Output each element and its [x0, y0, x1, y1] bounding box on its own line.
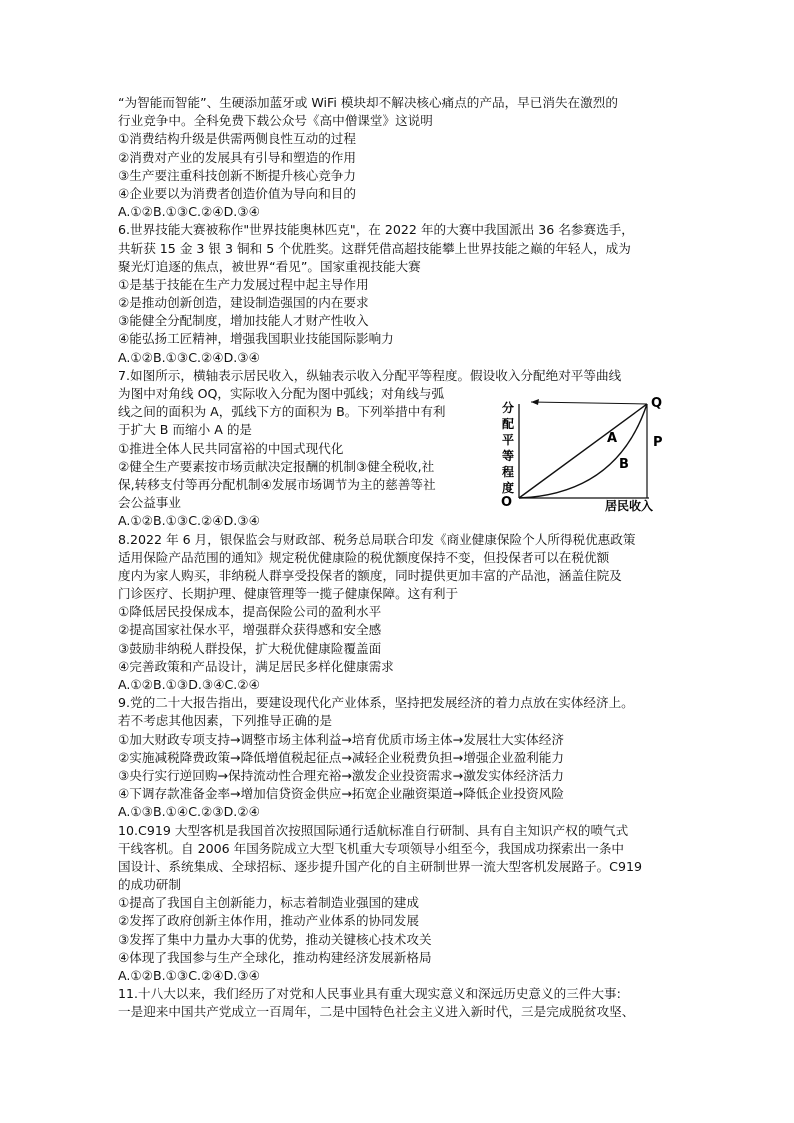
q5-option-4: ④企业要以为消费者创造价值为导向和目的: [118, 185, 356, 201]
q5-option-1: ①消费结构升级是供需两侧良性互动的过程: [118, 131, 356, 147]
q10-stem-line: 10.C919 大型客机是我国首次按照国际通行适航标准自行研制、具有自主知识产权的喷气式: [118, 822, 629, 838]
y-axis-label-char: 程: [502, 465, 515, 479]
q8-stem-line: 8.2022 年 6 月，银保监会与财政部、税务总局联合印发《商业健康保险个人所得税优惠政策: [118, 531, 636, 547]
q7-stem-line: 线之间的面积为 A，弧线下方的面积为 B。下列举措中有利: [118, 404, 446, 420]
question-5: [118, 94, 678, 221]
q9-option-2: ②实施减税降费政策→降低增值税起征点→减轻企业税费负担→增强企业盈利能力: [118, 749, 564, 765]
q7-option-4-end: 会公益事业: [118, 495, 181, 511]
question-6: [118, 221, 678, 367]
question-9: [118, 694, 678, 821]
y-axis-label-char: 度: [502, 481, 515, 495]
q7-figure-svg: [497, 394, 693, 512]
q5-stem-line: “为智能而智能”、生硬添加蓝牙或 WiFi 模块却不解决核心痛点的产品，早已消失在激烈的: [118, 95, 618, 110]
q7-option-2-3: ②健全生产要素按市场贡献决定报酬的机制③健全税收,社: [118, 458, 435, 474]
q6-option-2: ②是推动创新创造，建设制造强国的内在要求: [118, 295, 369, 311]
q8-option-3: ③鼓励非纳税人群投保，扩大税优健康险覆盖面: [118, 640, 382, 656]
q9-answer-choices: A.①③B.①④C.②③D.②④: [118, 804, 260, 820]
question-10: [118, 822, 678, 986]
q7-stem-line: 于扩大 B 而缩小 A 的是: [118, 422, 253, 438]
y-axis-label-char: 分: [502, 401, 515, 415]
q10-option-1: ①提高了我国自主创新能力，标志着制造业强国的建成: [118, 895, 419, 911]
q9-option-1: ①加大财政专项支持→调整市场主体利益→培育优质市场主体→发展壮大实体经济: [118, 731, 564, 747]
q5-stem-line: 行业竞争中。全科免费下载公众号《高中僧课堂》这说明: [118, 113, 433, 129]
q7-option-3-4: 保,转移支付等再分配机制④发展市场调节为主的慈善等社: [118, 476, 436, 492]
q10-option-2: ②发挥了政府创新主体作用，推动产业体系的协同发展: [118, 913, 419, 929]
q8-option-4: ④完善政策和产品设计，满足居民多样化健康需求: [118, 658, 394, 674]
q8-stem-line: 度内为家人购买，非纳税人群享受投保者的额度，同时提供更加丰富的产品池，涵盖住院及: [118, 567, 622, 583]
q9-stem-line: 若不考虑其他因素，下列推导正确的是: [118, 713, 333, 729]
q8-answer-choices: A.①②B.①③D.③④C.②④: [118, 677, 260, 692]
q10-stem-line: 的成功研制: [118, 877, 181, 893]
q9-stem-line: 9.党的二十大报告指出，要建设现代化产业体系，坚持把发展经济的着力点放在实体经济上。: [118, 695, 634, 711]
q11-stem-line: 11.十八大以来，我们经历了对党和人民事业具有重大现实意义和深远历史意义的三件大事:: [118, 986, 621, 1002]
q7-stem-line: 为图中对角线 OQ，实际收入分配为图中弧线；对角线与弧: [118, 386, 445, 401]
y-axis-label-char: 配: [502, 417, 515, 431]
top-arrow-head: [531, 399, 539, 405]
q8-stem-line: 门诊医疗、长期护理、健康管理等一揽子健康保障。这有利于: [118, 586, 459, 602]
q8-option-1: ①降低居民投保成本，提高保险公司的盈利水平: [118, 604, 382, 620]
area-b-label: B: [619, 457, 629, 472]
area-a-label: A: [607, 431, 618, 446]
x-axis-label: 居民收入: [605, 499, 654, 512]
origin-o-label: O: [501, 495, 513, 510]
q7-answer-choices: A.①②B.①③C.②④D.③④: [118, 513, 260, 529]
q6-option-4: ④能弘扬工匠精神，增强我国职业技能国际影响力: [118, 331, 394, 347]
equality-diagonal-oq: [519, 404, 647, 498]
q11-stem-line: 一是迎来中国共产党成立一百周年，二是中国特色社会主义进入新时代，三是完成脱贫攻坚、: [118, 1004, 635, 1020]
question-11: [118, 985, 678, 1021]
question-8: [118, 531, 678, 695]
q7-income-distribution-figure: [497, 394, 693, 512]
q6-answer-choices: A.①②B.①③C.②④D.③④: [118, 349, 260, 365]
q10-option-3: ③发挥了集中力量办大事的优势，推动关键核心技术攻关: [118, 931, 432, 947]
q9-option-3: ③央行实行逆回购→保持流动性合理充裕→激发企业投资需求→激发实体经济活力: [118, 767, 564, 783]
q6-option-1: ①是基于技能在生产力发展过程中起主导作用: [118, 276, 369, 292]
point-p-label: P: [653, 435, 663, 450]
q7-stem-line: 7.如图所示，横轴表示居民收入，纵轴表示收入分配平等程度。假设收入分配绝对平等曲线: [118, 367, 622, 383]
q8-stem-line: 适用保险产品范围的通知》规定税优健康险的税优额度保持不变，但投保者可以在税优额: [118, 549, 610, 565]
q6-stem-line: 聚光灯追逐的焦点，被世界“看见”。国家重视技能大赛: [118, 258, 421, 274]
point-q-label: Q: [651, 396, 663, 411]
q10-option-4: ④体现了我国参与生产全球化，推动构建经济发展新格局: [118, 949, 432, 965]
q5-option-2: ②消费对产业的发展具有引导和塑造的作用: [118, 149, 356, 165]
y-axis-label-char: 平: [502, 433, 515, 447]
q9-option-4: ④下调存款准备金率→增加信贷资金供应→拓宽企业融资渠道→降低企业投资风险: [118, 786, 564, 802]
q6-stem-line: 6.世界技能大赛被称作"世界技能奥林匹克"，在 2022 年的大赛中我国派出 36 名参赛选手，: [118, 222, 634, 238]
exam-page: [118, 94, 678, 1022]
q8-option-2: ②提高国家社保水平，增强群众获得感和安全感: [118, 622, 382, 638]
q6-option-3: ③能健全分配制度，增加技能人才财产性收入: [118, 313, 369, 329]
y-axis-label-char: 等: [502, 449, 515, 463]
q10-stem-line: 国设计、系统集成、全球招标、逐步提升国产化的自主研制世界一流大型客机发展路子。C919: [118, 858, 642, 874]
q10-answer-choices: A.①②B.①③C.②④D.③④: [118, 968, 260, 983]
q5-answer-choices: A.①②B.①③C.②④D.③④: [118, 204, 260, 220]
q5-option-3: ③生产要注重科技创新不断提升核心竞争力: [118, 167, 356, 183]
q7-option-1: ①推进全体人民共同富裕的中国式现代化: [118, 440, 344, 456]
q6-stem-line: 共斩获 15 金 3 银 3 铜和 5 个优胜奖。这群凭借高超技能攀上世界技能之巅的年轻人，成为: [118, 240, 631, 256]
q10-stem-line: 干线客机。自 2006 年国务院成立大型飞机重大专项领导小组至今，我国成功探索出一条中: [118, 840, 625, 856]
top-arrow-line: [531, 402, 647, 404]
